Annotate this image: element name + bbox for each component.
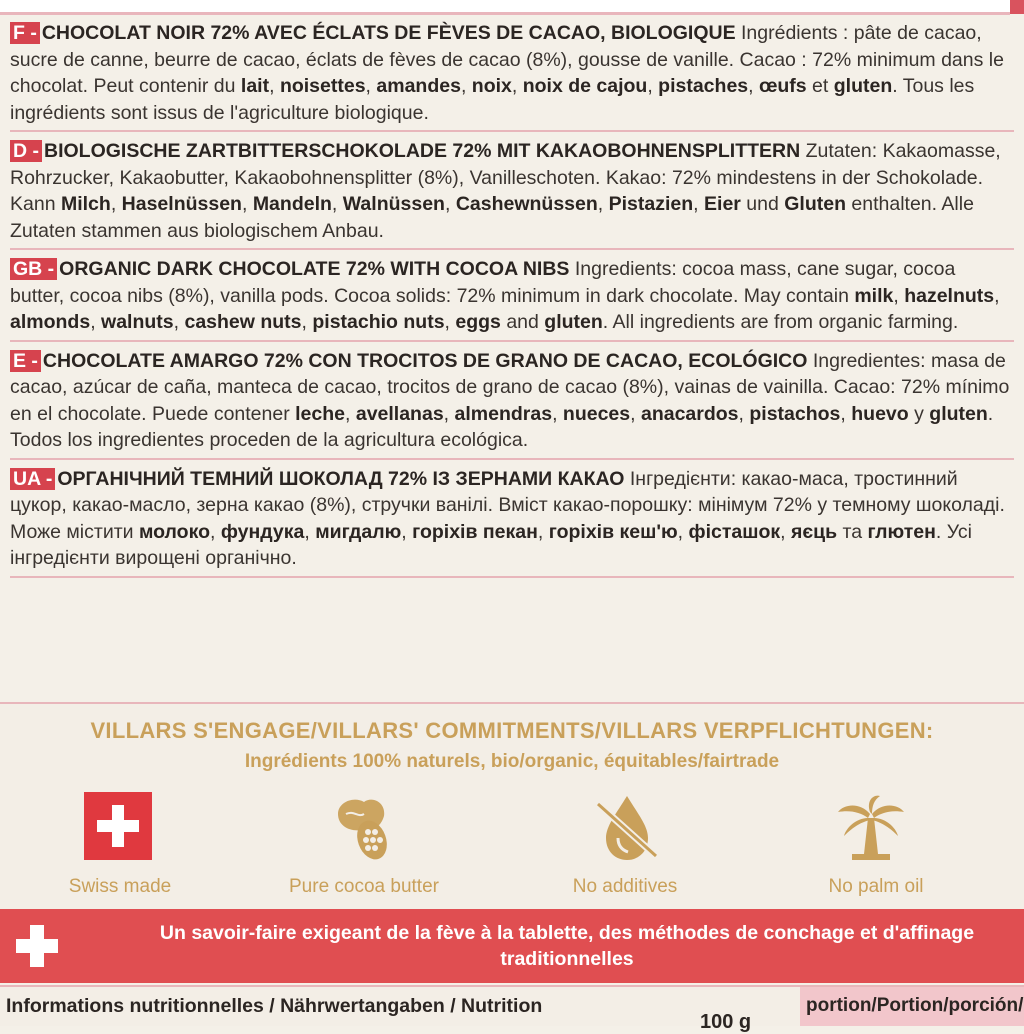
allergen-text: фундука (220, 520, 305, 543)
allergen-text: hazelnuts (904, 284, 995, 307)
product-title: CHOCOLAT NOIR 72% AVEC ÉCLATS DE FÈVES DE CACAO, BIOLOGIQUE (41, 22, 736, 44)
ingredient-text: . Todos los ingredientes proceden de la agricultura ecológica. (10, 402, 994, 451)
ingredient-text: Інгредієнти: какао-маса, тростинний цукор, какао-масло, зерна какао (8%), стручки ванілі. Вміст какао-порошку: мінімум 72% у темному шоколаді. Може містити (10, 467, 1005, 543)
allergen-text: Eier (704, 193, 741, 215)
ingredient-text: , (301, 311, 313, 333)
ingredient-text: , (597, 193, 609, 215)
allergen-text: pistachos (749, 402, 841, 425)
ingredient-text: Ingredients: cocoa mass, cane sugar, cocoa butter, cocoa nibs (8%), vanilla pods. Cocoa solids: 72% minimum in dark chocolate. May contain (10, 258, 956, 307)
ingredient-text: , (444, 193, 456, 215)
ingredient-text: , (630, 402, 641, 425)
allergen-text: almonds (10, 311, 91, 333)
ingredient-text: , (994, 284, 1000, 307)
ingredient-text: , (693, 193, 705, 215)
ingredient-text: , (552, 402, 563, 425)
allergen-text: Cashewnüssen (455, 193, 598, 215)
portion-label: portion/Portion/porción/ (806, 995, 1024, 1016)
ingredient-text: , (893, 284, 905, 307)
allergen-text: noisettes (279, 75, 366, 97)
allergen-text: pistaches (658, 75, 749, 97)
allergen-text: gluten (544, 311, 603, 333)
allergen-text: amandes (376, 75, 461, 97)
commitment-label-swiss-made: Swiss made (68, 876, 172, 897)
allergen-text: Pistazien (608, 193, 694, 215)
allergen-text: walnuts (101, 311, 174, 333)
ingredient-text: , (511, 75, 523, 97)
allergen-text: noix de cajou (522, 75, 648, 97)
ingredient-text: , (90, 311, 102, 333)
allergen-text: яєць (791, 520, 838, 543)
ingredient-text: , (345, 402, 356, 425)
commitment-label-no-palm-oil: No palm oil (828, 876, 924, 897)
allergen-text: фісташок (688, 520, 781, 543)
ingredient-text: und (740, 193, 785, 215)
ingredient-text: . All ingredients are from organic farming. (602, 311, 959, 333)
commitment-label-pure-cocoa-butter: Pure cocoa butter (289, 876, 439, 897)
allergen-text: Walnüssen (342, 193, 445, 215)
ingredient-text: , (748, 75, 759, 97)
ingredient-text: , (210, 520, 221, 543)
commitments-panel (0, 702, 1024, 911)
ingredient-text: , (443, 402, 455, 425)
allergen-text: глютен (867, 520, 936, 543)
commitment-label-no-additives: No additives (572, 876, 678, 897)
allergen-text: milk (854, 284, 894, 307)
ingredient-text: , (173, 311, 185, 333)
no-additives-drop-icon (592, 792, 662, 864)
swiss-cross-icon (12, 921, 62, 971)
allergen-text: almendras (454, 402, 553, 425)
ingredient-text: . Усі інгредієнти вирощені органічно. (10, 520, 972, 569)
savoir-faire-band (0, 909, 1024, 983)
ingredient-text: . Tous les ingrédients sont issus de l'agriculture biologique. (10, 75, 975, 124)
language-code-badge: D - (10, 140, 42, 162)
allergen-text: avellanas (355, 402, 444, 425)
ingredient-text: Ingredientes: masa de cacao, azúcar de caña, manteca de cacao, trocitos de grano de cacao (8%), vainas de vainilla. Cacao: 72% mínimo en el chocolate. Puede contener (10, 349, 1010, 425)
product-title: CHOCOLATE AMARGO 72% CON TROCITOS DE GRANO DE CACAO, ECOLÓGICO (42, 349, 808, 372)
ingredient-text: , (647, 75, 659, 97)
allergen-text: lait (240, 75, 270, 97)
cocoa-pod-icon (328, 792, 400, 864)
ingredient-section (10, 346, 1014, 460)
ingredient-text: enthalten. Alle Zutaten stammen aus biologischem Anbau. (10, 193, 974, 242)
allergen-text: горіхів пекан (412, 520, 538, 543)
allergen-text: anacardos (640, 402, 739, 425)
ingredient-text: y (908, 402, 930, 425)
language-code-badge: E - (10, 350, 41, 372)
allergen-text: noix (471, 75, 512, 97)
allergen-text: nueces (562, 402, 631, 425)
allergen-text: leche (295, 402, 345, 425)
ingredient-section (10, 18, 1014, 132)
top-border (0, 0, 1010, 15)
commitments-subheading: Ingrédients 100% naturels, bio/organic, équitables/fairtrade (244, 751, 780, 772)
allergen-text: Haselnüssen (121, 193, 242, 215)
ingredient-text: , (269, 75, 280, 97)
allergen-text: gluten (833, 75, 893, 97)
ingredient-text: , (460, 75, 472, 97)
ingredient-section (10, 254, 1014, 342)
product-title: ОРГАНІЧНИЙ ТЕМНИЙ ШОКОЛАД 72% ІЗ ЗЕРНАМИ КАКАО (57, 467, 625, 490)
ingredient-text: , (840, 402, 852, 425)
language-code-badge: GB - (10, 258, 57, 280)
ingredient-text: , (331, 193, 343, 215)
top-right-marker (1010, 0, 1024, 14)
ingredient-text: , (401, 520, 413, 543)
allergen-text: мигдалю (315, 520, 402, 543)
allergen-text: cashew nuts (184, 311, 302, 333)
ingredient-text: , (365, 75, 377, 97)
palm-tree-icon (834, 792, 908, 866)
ingredient-text: , (241, 193, 253, 215)
commitments-heading: VILLARS S'ENGAGE/VILLARS' COMMITMENTS/VILLARS VERPFLICHTUNGEN: (90, 718, 934, 743)
ingredient-text: and (500, 311, 545, 333)
ingredient-section (10, 136, 1014, 250)
ingredient-text: , (110, 193, 122, 215)
swiss-flag-icon (84, 792, 152, 860)
savoir-faire-text: Un savoir-faire exigeant de la fève à la tablette, des méthodes de conchage et d'affinage traditionnelles (159, 922, 975, 970)
ingredient-sections (10, 18, 1014, 578)
ingredient-text: та (837, 520, 868, 543)
product-title: ORGANIC DARK CHOCOLATE 72% WITH COCOA NIBS (59, 258, 570, 280)
ingredient-text: , (304, 520, 316, 543)
nutrition-header (0, 985, 1024, 1033)
ingredient-section (10, 464, 1014, 578)
allergen-text: pistachio nuts (312, 311, 445, 333)
allergen-text: Mandeln (252, 193, 332, 215)
language-code-badge: UA - (10, 468, 55, 490)
portion-value: 100 g (700, 1011, 752, 1033)
ingredient-text: , (780, 520, 791, 543)
allergen-text: горіхів кеш'ю (548, 520, 678, 543)
allergen-text: Gluten (784, 193, 846, 215)
ingredient-text: Zutaten: Kakaomasse, Rohrzucker, Kakaobutter, Kakaobohnensplitter (8%), Vanilleschoten. Kakao: 72% mindestens in der Schokolade. Kann (10, 140, 1001, 215)
ingredient-text: , (537, 520, 549, 543)
allergen-text: Milch (60, 193, 111, 215)
ingredient-text: Ingrédients : pâte de cacao, sucre de canne, beurre de cacao, éclats de fèves de cacao (8%), gousse de vanille. Cacao : 72% minimum dans le chocolat. Peut contenir du (10, 22, 1004, 97)
language-code-badge: F - (10, 22, 40, 44)
nutrition-title: Informations nutritionnelles / Nährwertangaben / Nutrition (6, 995, 543, 1017)
allergen-text: gluten (929, 402, 988, 425)
ingredient-text: , (444, 311, 456, 333)
allergen-text: huevo (851, 402, 909, 425)
product-title: BIOLOGISCHE ZARTBITTERSCHOKOLADE 72% MIT KAKAOBOHNENSPLITTERN (44, 140, 801, 162)
top-edge (0, 0, 1024, 14)
ingredient-text: , (677, 520, 689, 543)
ingredient-text: et (806, 75, 834, 97)
allergen-text: œufs (758, 75, 807, 97)
allergen-text: молоко (138, 520, 211, 543)
ingredient-text: , (738, 402, 750, 425)
allergen-text: eggs (455, 311, 501, 333)
